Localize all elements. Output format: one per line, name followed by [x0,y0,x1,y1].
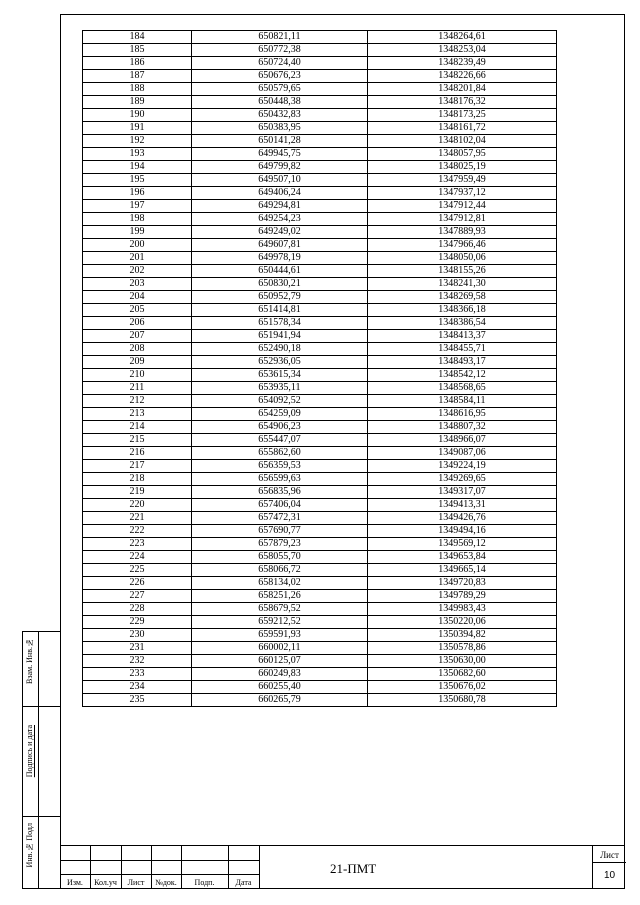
point-number-cell: 230 [83,629,192,642]
point-number-cell: 211 [83,382,192,395]
y-coordinate-cell: 1348568,65 [368,382,557,395]
x-coordinate-cell: 650383,95 [192,122,368,135]
point-number-cell: 233 [83,668,192,681]
y-coordinate-cell: 1348386,54 [368,317,557,330]
y-coordinate-cell: 1350682,60 [368,668,557,681]
table-row [83,57,557,70]
x-coordinate-cell: 658066,72 [192,564,368,577]
table-row [83,486,557,499]
y-coordinate-cell: 1349653,84 [368,551,557,564]
point-number-cell: 184 [83,31,192,44]
x-coordinate-cell: 654092,52 [192,395,368,408]
y-coordinate-cell: 1348226,66 [368,70,557,83]
point-number-cell: 213 [83,408,192,421]
x-coordinate-cell: 650141,28 [192,135,368,148]
table-row [83,642,557,655]
y-coordinate-cell: 1350394,82 [368,629,557,642]
point-number-cell: 191 [83,122,192,135]
point-number-cell: 195 [83,174,192,187]
table-row [83,174,557,187]
y-coordinate-cell: 1348584,11 [368,395,557,408]
y-coordinate-cell: 1350578,86 [368,642,557,655]
y-coordinate-cell: 1347912,81 [368,213,557,226]
y-coordinate-cell: 1348413,37 [368,330,557,343]
point-number-cell: 204 [83,291,192,304]
x-coordinate-cell: 649978,19 [192,252,368,265]
x-coordinate-cell: 649507,10 [192,174,368,187]
y-coordinate-cell: 1348264,61 [368,31,557,44]
y-coordinate-cell: 1348102,04 [368,135,557,148]
x-coordinate-cell: 654259,09 [192,408,368,421]
y-coordinate-cell: 1350630,00 [368,655,557,668]
x-coordinate-cell: 651414,81 [192,304,368,317]
point-number-cell: 226 [83,577,192,590]
table-row [83,330,557,343]
y-coordinate-cell: 1350676,02 [368,681,557,694]
y-coordinate-cell: 1348616,95 [368,408,557,421]
y-coordinate-cell: 1349665,14 [368,564,557,577]
x-coordinate-cell: 650772,38 [192,44,368,57]
table-row [83,447,557,460]
x-coordinate-cell: 649945,75 [192,148,368,161]
table-row [83,408,557,421]
y-coordinate-cell: 1347959,49 [368,174,557,187]
point-number-cell: 218 [83,473,192,486]
point-number-cell: 205 [83,304,192,317]
table-row [83,70,557,83]
y-coordinate-cell: 1349426,76 [368,512,557,525]
x-coordinate-cell: 657472,31 [192,512,368,525]
point-number-cell: 197 [83,200,192,213]
header-list: Лист [127,878,145,887]
table-row [83,564,557,577]
y-coordinate-cell: 1349224,19 [368,460,557,473]
x-coordinate-cell: 649406,24 [192,187,368,200]
x-coordinate-cell: 649799,82 [192,161,368,174]
y-coordinate-cell: 1348807,32 [368,421,557,434]
table-row [83,187,557,200]
document-code: 21-ПМТ [330,861,377,876]
vzam-label: Взам. Инв.№ [25,638,34,684]
x-coordinate-cell: 650432,83 [192,109,368,122]
table-row [83,135,557,148]
point-number-cell: 196 [83,187,192,200]
table-row [83,577,557,590]
table-row [83,525,557,538]
point-number-cell: 199 [83,226,192,239]
point-number-cell: 219 [83,486,192,499]
y-coordinate-cell: 1349317,07 [368,486,557,499]
x-coordinate-cell: 650821,11 [192,31,368,44]
sheet-box [592,845,625,889]
point-number-cell: 232 [83,655,192,668]
table-row [83,109,557,122]
y-coordinate-cell: 1349789,29 [368,590,557,603]
x-coordinate-cell: 652936,05 [192,356,368,369]
point-number-cell: 206 [83,317,192,330]
table-row [83,343,557,356]
table-row [83,603,557,616]
y-coordinate-cell: 1348966,07 [368,434,557,447]
x-coordinate-cell: 651941,94 [192,330,368,343]
y-coordinate-cell: 1348366,18 [368,304,557,317]
point-number-cell: 217 [83,460,192,473]
table-row [83,590,557,603]
table-row [83,421,557,434]
y-coordinate-cell: 1349413,31 [368,499,557,512]
table-row [83,31,557,44]
table-row [83,538,557,551]
inv-cell [23,817,61,889]
point-number-cell: 229 [83,616,192,629]
y-coordinate-cell: 1348201,84 [368,83,557,96]
x-coordinate-cell: 656359,53 [192,460,368,473]
table-row [83,200,557,213]
x-coordinate-cell: 650830,21 [192,278,368,291]
y-coordinate-cell: 1348253,04 [368,44,557,57]
table-row [83,278,557,291]
sheet-number: 10 [603,870,616,881]
point-number-cell: 223 [83,538,192,551]
y-coordinate-cell: 1347966,46 [368,239,557,252]
point-number-cell: 186 [83,57,192,70]
table-row [83,616,557,629]
point-number-cell: 200 [83,239,192,252]
x-coordinate-cell: 649607,81 [192,239,368,252]
table-row [83,382,557,395]
x-coordinate-cell: 649249,02 [192,226,368,239]
y-coordinate-cell: 1348025,19 [368,161,557,174]
header-izm: Изм. [67,878,83,887]
table-row [83,252,557,265]
y-coordinate-cell: 1348057,95 [368,148,557,161]
x-coordinate-cell: 650579,65 [192,83,368,96]
point-number-cell: 202 [83,265,192,278]
point-number-cell: 234 [83,681,192,694]
sheet-label: Лист [593,845,626,863]
table-row [83,122,557,135]
table-row [83,551,557,564]
point-number-cell: 224 [83,551,192,564]
y-coordinate-cell: 1349720,83 [368,577,557,590]
y-coordinate-cell: 1347889,93 [368,226,557,239]
x-coordinate-cell: 658134,02 [192,577,368,590]
y-coordinate-cell: 1350680,78 [368,694,557,707]
x-coordinate-cell: 655862,60 [192,447,368,460]
point-number-cell: 227 [83,590,192,603]
x-coordinate-cell: 657690,77 [192,525,368,538]
point-number-cell: 216 [83,447,192,460]
point-number-cell: 221 [83,512,192,525]
point-number-cell: 235 [83,694,192,707]
table-row [83,161,557,174]
y-coordinate-cell: 1347937,12 [368,187,557,200]
header-kol-uch: Кол.уч [94,878,117,887]
table-row [83,226,557,239]
point-number-cell: 187 [83,70,192,83]
point-number-cell: 220 [83,499,192,512]
y-coordinate-cell: 1348176,32 [368,96,557,109]
point-number-cell: 210 [83,369,192,382]
point-number-cell: 231 [83,642,192,655]
podpis-label: Подпись и дата [25,725,34,778]
x-coordinate-cell: 654906,23 [192,421,368,434]
y-coordinate-cell: 1349983,43 [368,603,557,616]
y-coordinate-cell: 1348269,58 [368,291,557,304]
header-ndok: №док. [155,878,177,887]
point-number-cell: 190 [83,109,192,122]
y-coordinate-cell: 1348161,72 [368,122,557,135]
x-coordinate-cell: 650952,79 [192,291,368,304]
table-row [83,356,557,369]
table-row [83,434,557,447]
table-row [83,473,557,486]
x-coordinate-cell: 659212,52 [192,616,368,629]
header-podp: Подп. [194,878,215,887]
table-row [83,83,557,96]
point-number-cell: 189 [83,96,192,109]
point-number-cell: 201 [83,252,192,265]
table-row [83,512,557,525]
table-row [83,668,557,681]
point-number-cell: 192 [83,135,192,148]
table-row [83,655,557,668]
point-number-cell: 194 [83,161,192,174]
x-coordinate-cell: 660249,83 [192,668,368,681]
y-coordinate-cell: 1348173,25 [368,109,557,122]
x-coordinate-cell: 659591,93 [192,629,368,642]
x-coordinate-cell: 657879,23 [192,538,368,551]
table-row [83,395,557,408]
x-coordinate-cell: 650724,40 [192,57,368,70]
point-number-cell: 222 [83,525,192,538]
x-coordinate-cell: 656599,63 [192,473,368,486]
y-coordinate-cell: 1348050,06 [368,252,557,265]
header-data: Дата [235,878,252,887]
left-side-stamp [22,631,60,889]
point-number-cell: 193 [83,148,192,161]
table-row [83,44,557,57]
table-row [83,629,557,642]
table-row [83,369,557,382]
table-row [83,460,557,473]
table-row [83,317,557,330]
table-row [83,304,557,317]
table-row [83,291,557,304]
point-number-cell: 207 [83,330,192,343]
y-coordinate-cell: 1348241,30 [368,278,557,291]
y-coordinate-cell: 1348239,49 [368,57,557,70]
point-number-cell: 214 [83,421,192,434]
point-number-cell: 212 [83,395,192,408]
table-row [83,694,557,707]
x-coordinate-cell: 657406,04 [192,499,368,512]
table-row [83,96,557,109]
x-coordinate-cell: 660002,11 [192,642,368,655]
point-number-cell: 208 [83,343,192,356]
x-coordinate-cell: 650444,61 [192,265,368,278]
title-block-grid [60,846,259,889]
vzam-cell [23,632,61,707]
x-coordinate-cell: 655447,07 [192,434,368,447]
y-coordinate-cell: 1348493,17 [368,356,557,369]
x-coordinate-cell: 656835,96 [192,486,368,499]
x-coordinate-cell: 658679,52 [192,603,368,616]
point-number-cell: 228 [83,603,192,616]
x-coordinate-cell: 658055,70 [192,551,368,564]
x-coordinate-cell: 651578,34 [192,317,368,330]
y-coordinate-cell: 1348542,12 [368,369,557,382]
x-coordinate-cell: 653615,34 [192,369,368,382]
point-number-cell: 198 [83,213,192,226]
point-number-cell: 215 [83,434,192,447]
x-coordinate-cell: 660265,79 [192,694,368,707]
x-coordinate-cell: 653935,11 [192,382,368,395]
y-coordinate-cell: 1349494,16 [368,525,557,538]
y-coordinate-cell: 1348155,26 [368,265,557,278]
y-coordinate-cell: 1350220,06 [368,616,557,629]
x-coordinate-cell: 649294,81 [192,200,368,213]
x-coordinate-cell: 660125,07 [192,655,368,668]
point-number-cell: 185 [83,44,192,57]
point-number-cell: 188 [83,83,192,96]
y-coordinate-cell: 1347912,44 [368,200,557,213]
x-coordinate-cell: 658251,26 [192,590,368,603]
table-row [83,148,557,161]
podpis-cell [23,707,61,817]
y-coordinate-cell: 1349269,65 [368,473,557,486]
x-coordinate-cell: 649254,23 [192,213,368,226]
y-coordinate-cell: 1349087,06 [368,447,557,460]
point-number-cell: 225 [83,564,192,577]
x-coordinate-cell: 660255,40 [192,681,368,694]
y-coordinate-cell: 1348455,71 [368,343,557,356]
y-coordinate-cell: 1349569,12 [368,538,557,551]
coordinates-table [82,30,557,707]
table-row [83,239,557,252]
x-coordinate-cell: 652490,18 [192,343,368,356]
table-row [83,213,557,226]
x-coordinate-cell: 650676,23 [192,70,368,83]
table-row [83,681,557,694]
point-number-cell: 203 [83,278,192,291]
inv-label: Инв.№ Подл [25,823,34,868]
table-row [83,499,557,512]
x-coordinate-cell: 650448,38 [192,96,368,109]
point-number-cell: 209 [83,356,192,369]
table-row [83,265,557,278]
